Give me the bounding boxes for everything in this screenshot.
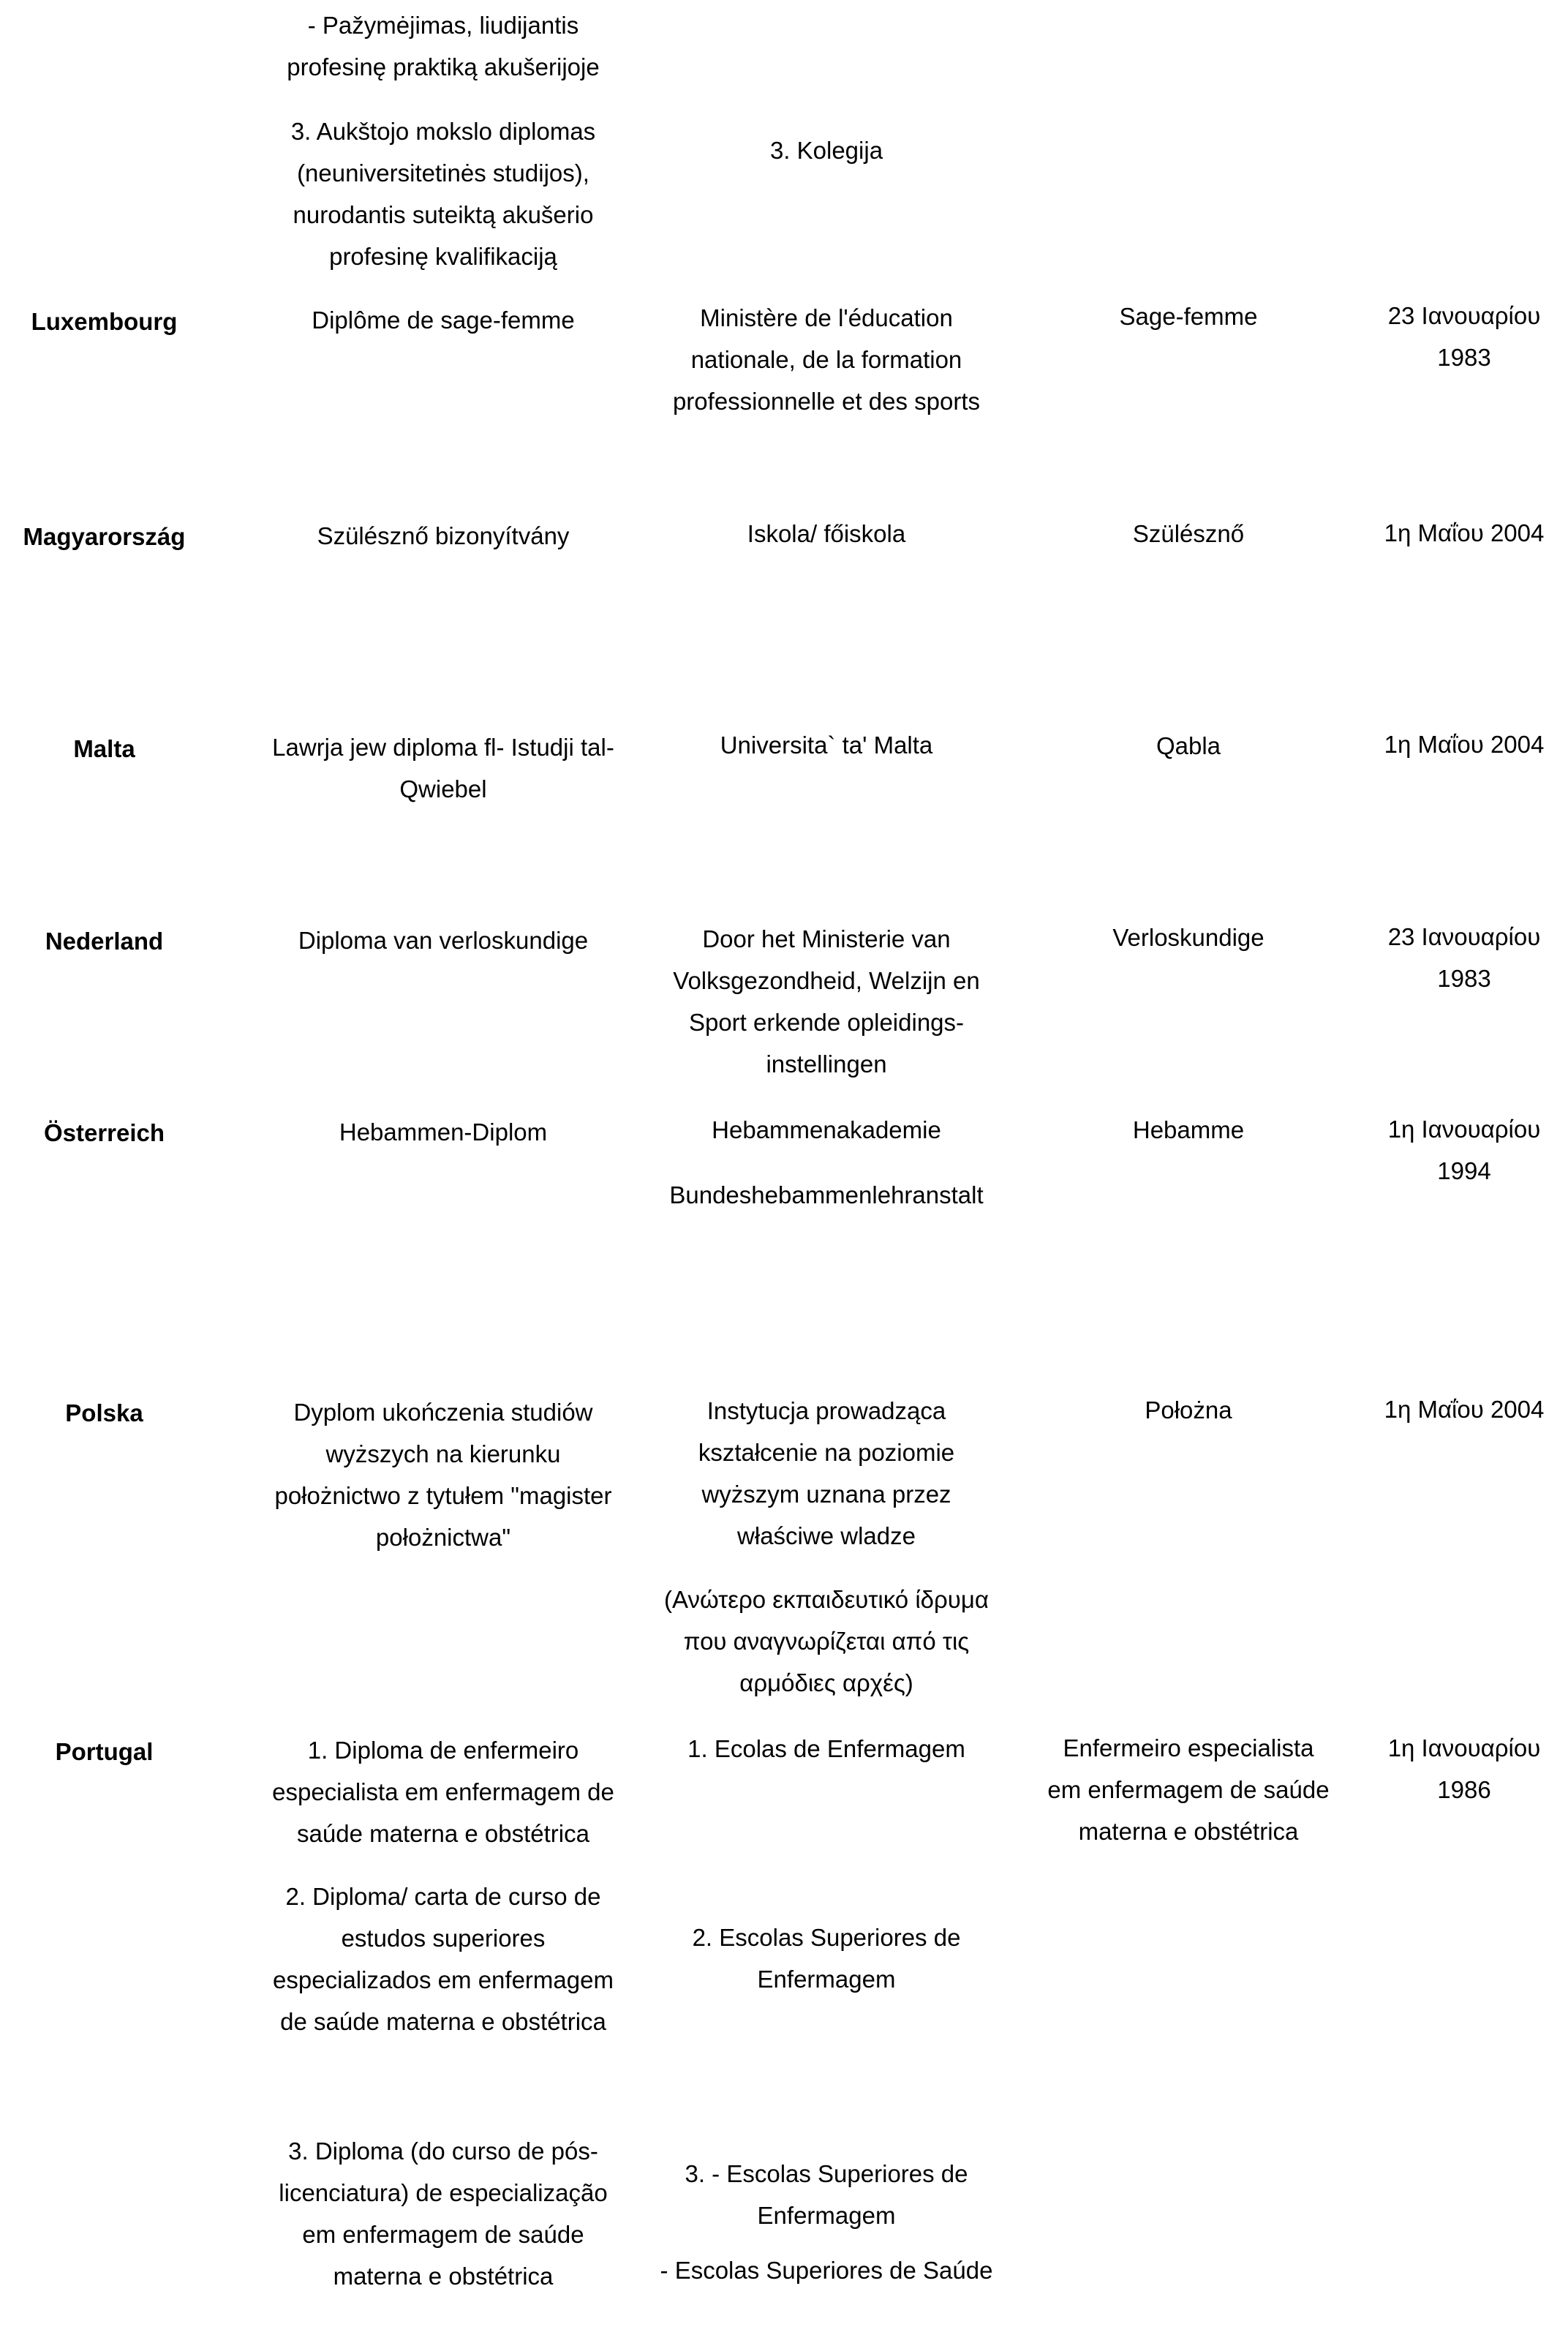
cell-line: de saúde materna e obstétrica [280,2008,606,2035]
reference-date-cell [1360,723,1568,765]
cell-line: Instytucja prowadząca [706,1397,946,1424]
cell-line: Szülésznő [1132,520,1245,547]
awarding-body-cell [644,724,1009,766]
diploma-cell [253,1111,633,1153]
awarding-body-cell [644,1579,1009,1704]
professional-title-cell [1024,296,1353,337]
professional-title-cell [1024,1727,1353,1852]
cell-line: 1η Ιανουαρίου [1387,1116,1541,1143]
cell-line: (Ανώτερο εκπαιδευτικό ίδρυμα [664,1586,989,1613]
reference-date-cell [1360,512,1568,554]
reference-date-cell [1360,295,1568,378]
cell-line: em enfermagem de saúde [302,2221,584,2248]
cell-line: especialista em enfermagem de [272,1778,614,1805]
cell-line: Ministère de l'éducation [700,304,953,331]
cell-line: nationale, de la formation [690,346,962,373]
country-name: Österreich [43,1119,165,1146]
cell-line: Qabla [1156,732,1221,759]
cell-line: instellingen [766,1050,887,1078]
diploma-cell [253,1391,633,1558]
professional-title-cell [1024,513,1353,554]
diploma-cell [253,110,633,277]
cell-line: αρμόδιες αρχές) [739,1669,913,1696]
country-name: Polska [65,1399,143,1426]
cell-line: 1986 [1437,1776,1491,1803]
country-name: Portugal [55,1738,154,1765]
awarding-body-cell [644,129,1009,171]
cell-line: estudos superiores [341,1925,546,1952]
cell-line: Hebammen-Diplom [339,1118,548,1146]
cell-line: właściwe wladze [737,1522,916,1549]
cell-line: 3. Aukštojo mokslo diplomas [290,118,596,145]
awarding-body-cell [644,1174,1009,1216]
cell-line: professionnelle et des sports [672,388,981,415]
awarding-body-cell [644,1917,1009,2000]
cell-line: 1. Ecolas de Enfermagem [687,1735,965,1762]
cell-line: που αναγνωρίζεται από τις [683,1628,970,1655]
cell-line: położnictwo z tytułem "magister [274,1482,612,1509]
cell-line: materna e obstétrica [333,2263,554,2290]
diploma-cell [253,515,633,557]
reference-date-cell [1360,1108,1568,1192]
cell-line: - Escolas Superiores de Saúde [660,2257,993,2284]
cell-line: Hebamme [1132,1116,1245,1143]
cell-line: 1η Μαΐου 2004 [1384,731,1545,758]
cell-line: licenciatura) de especialização [279,2179,608,2206]
cell-line: Enfermeiro especialista [1063,1734,1314,1761]
professional-title-cell [1024,917,1353,958]
cell-line: wyższym uznana przez [701,1481,951,1508]
cell-line: 1. Diploma de enfermeiro [307,1737,579,1764]
reference-date-cell [1360,1388,1568,1430]
country-name: Magyarország [23,523,186,550]
diploma-cell [253,1876,633,2042]
cell-line: położnictwa" [375,1524,511,1551]
cell-line: materna e obstétrica [1078,1818,1299,1845]
cell-line: saúde materna e obstétrica [297,1820,589,1847]
professional-title-cell [1024,1109,1353,1151]
cell-line: Diploma van verloskundige [298,927,589,954]
cell-line: em enfermagem de saúde [1047,1776,1330,1803]
cell-line: Verloskundige [1112,924,1264,951]
awarding-body-cell [644,1728,1009,1770]
cell-line: (neuniversitetinės studijos), [297,159,589,187]
cell-line: 1η Μαΐου 2004 [1384,519,1545,546]
cell-line: 2. Escolas Superiores de [692,1924,961,1951]
diploma-cell [253,1729,633,1854]
cell-line: Hebammenakademie [712,1116,941,1143]
cell-line: 2. Diploma/ carta de curso de [285,1883,601,1910]
cell-line: Enfermagem [757,2202,896,2229]
reference-date-cell [1360,1727,1568,1811]
cell-line: nurodantis suteiktą akušerio [293,201,594,228]
diploma-cell [253,2130,633,2297]
awarding-body-cell [644,1390,1009,1557]
cell-line: Położna [1145,1396,1232,1424]
cell-line: 23 Ιανουαρίου [1387,302,1541,329]
cell-line: Qwiebel [399,775,487,802]
awarding-body-cell [644,297,1009,422]
cell-line: Sage-femme [1119,303,1258,330]
diploma-cell [253,299,633,341]
cell-line: kształcenie na poziomie [698,1439,955,1466]
cell-line: 3. Diploma (do curso de pós- [288,2137,598,2165]
country-name: Nederland [45,928,164,955]
diploma-cell [253,920,633,961]
cell-line: Szülésznő bizonyítvány [317,522,570,549]
cell-line: Bundeshebammenlehranstalt [669,1181,984,1208]
cell-line: 1983 [1437,344,1491,371]
cell-line: Dyplom ukończenia studiów [293,1399,593,1426]
cell-line: 3. - Escolas Superiores de [685,2160,968,2187]
reference-date-cell [1360,916,1568,999]
cell-line: Volksgezondheid, Welzijn en [673,967,980,994]
country-name: Luxembourg [31,308,178,335]
cell-line: Enfermagem [757,1966,896,1993]
cell-line: profesinę kvalifikaciją [329,243,557,270]
cell-line: especializados em enfermagem [273,1966,614,1993]
awarding-body-cell [644,2249,1009,2291]
awarding-body-cell [644,1109,1009,1151]
cell-line: profesinę praktiką akušerijoje [287,53,600,80]
cell-line: 23 Ιανουαρίου [1387,923,1541,950]
cell-line: - Pažymėjimas, liudijantis [307,12,579,39]
cell-line: 1η Μαΐου 2004 [1384,1396,1545,1423]
cell-line: 3. Kolegija [769,137,883,164]
cell-line: 1994 [1437,1157,1491,1184]
professional-title-cell [1024,725,1353,767]
awarding-body-cell [644,513,1009,554]
cell-line: wyższych na kierunku [325,1440,561,1467]
diploma-cell [253,4,633,88]
cell-line: Universita` ta' Malta [720,732,933,759]
country-name: Malta [73,735,135,762]
cell-line: 1η Ιανουαρίου [1387,1734,1541,1761]
cell-line: Sport erkende opleidings- [688,1009,965,1036]
cell-line: Lawrja jew diploma fl- Istudji tal- [272,734,614,761]
cell-line: 1983 [1437,965,1491,992]
cell-line: Iskola/ főiskola [747,520,906,547]
professional-title-cell [1024,1389,1353,1431]
diploma-cell [253,726,633,810]
awarding-body-cell [644,918,1009,1085]
cell-line: Diplôme de sage-femme [312,307,575,334]
awarding-body-cell [644,2153,1009,2236]
cell-line: Door het Ministerie van [702,925,951,952]
